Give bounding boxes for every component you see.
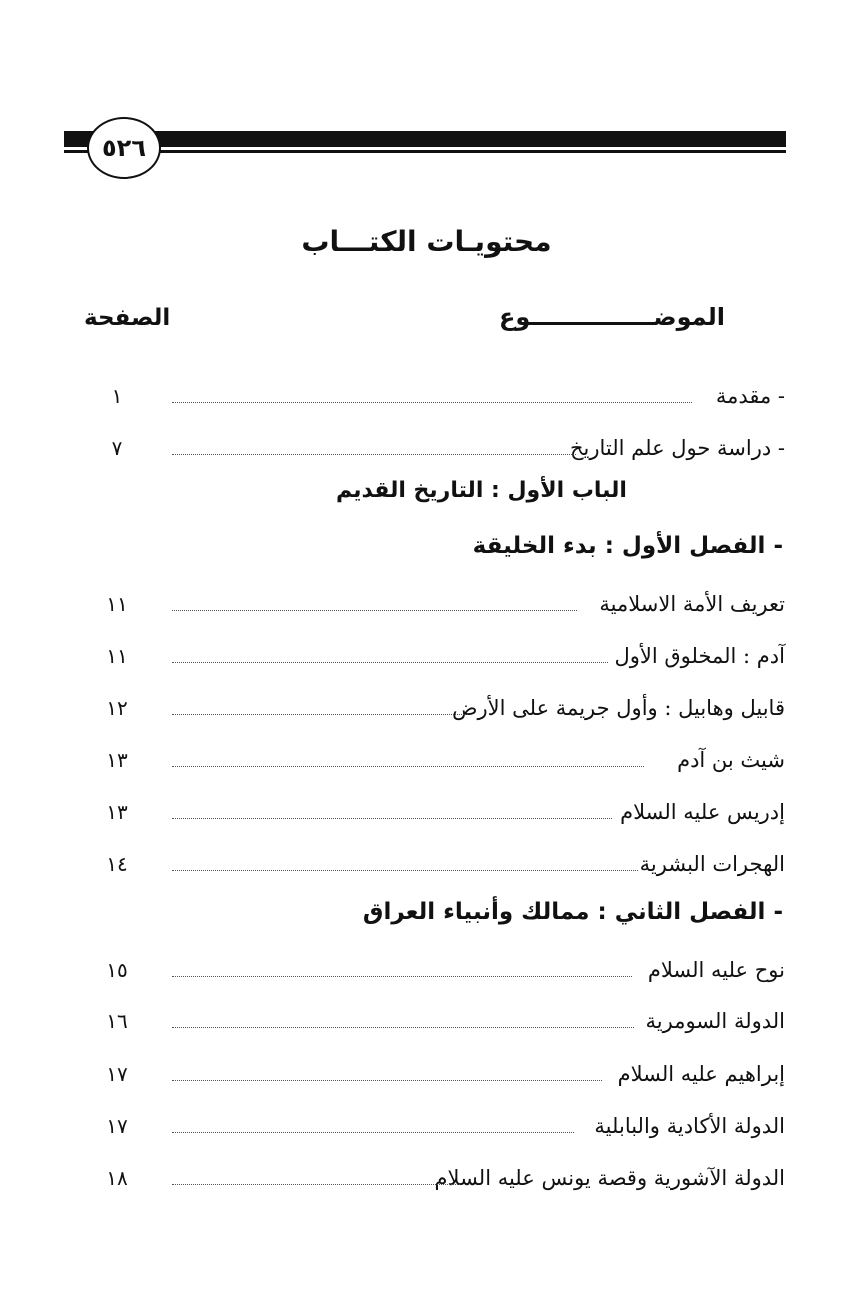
toc-entry [0, 740, 853, 780]
toc-entry [0, 376, 853, 416]
toc-entry [0, 584, 853, 624]
dot-leader [172, 714, 468, 715]
dot-leader [172, 1184, 460, 1185]
dot-leader [172, 766, 644, 767]
toc-entry-label: الدولة السومرية [645, 1009, 785, 1033]
toc-entry [0, 428, 853, 468]
toc-entry-label: شيث بن آدم [677, 748, 785, 772]
header-rule [64, 128, 786, 162]
toc-entry-label: - مقدمة [715, 384, 785, 408]
dot-leader [172, 402, 692, 403]
toc-entry [0, 1001, 853, 1041]
toc-entry-page: ١١ [106, 592, 128, 616]
toc-entry-page: ١٧ [106, 1062, 128, 1086]
toc-entry [0, 636, 853, 676]
toc-entry-page: ١٥ [106, 958, 128, 982]
toc-entry-label: قابيل وهابيل : وأول جريمة على الأرض [452, 696, 785, 720]
toc-entry-page: ١٨ [106, 1166, 128, 1190]
chapter-heading: - الفصل الثاني : ممالك وأنبياء العراق [362, 899, 783, 925]
dot-leader [172, 976, 632, 977]
toc-entry-page: ١٢ [106, 696, 128, 720]
dot-leader [172, 610, 577, 611]
toc-entry-page: ١٣ [106, 800, 128, 824]
toc-entry-label: الدولة الآشورية وقصة يونس عليه السلام [434, 1166, 785, 1190]
toc-entry [0, 1106, 853, 1146]
toc-entry-page: ١١ [106, 644, 128, 668]
chapter-heading: - الفصل الأول : بدء الخليقة [472, 533, 783, 559]
toc-entry-label: نوح عليه السلام [647, 958, 785, 982]
page-column-header: الصفحة [84, 305, 171, 331]
toc-entry-page: ١٣ [106, 748, 128, 772]
toc-entry [0, 688, 853, 728]
toc-entry-label: إدريس عليه السلام [620, 800, 785, 824]
toc-entry-label: إبراهيم عليه السلام [617, 1062, 785, 1086]
toc-entry-page: ١٦ [106, 1009, 128, 1033]
page-number: ٥٢٦ [87, 117, 161, 179]
toc-entry-page: ١٤ [106, 852, 128, 876]
dot-leader [172, 818, 612, 819]
toc-entry [0, 1158, 853, 1198]
dot-leader [172, 1132, 574, 1133]
toc-entry-label: الهجرات البشرية [639, 852, 785, 876]
page-title: محتويـات الكتـــاب [301, 225, 552, 258]
toc-entry [0, 792, 853, 832]
toc-entry-page: ٧ [111, 436, 123, 460]
toc-entry [0, 844, 853, 884]
dot-leader [172, 454, 576, 455]
dot-leader [172, 870, 638, 871]
toc-entry-label: آدم : المخلوق الأول [614, 644, 785, 668]
dot-leader [172, 1080, 602, 1081]
toc-entry [0, 1054, 853, 1094]
toc-entry-label: - دراسة حول علم التاريخ [569, 436, 785, 460]
toc-entry-page: ١٧ [106, 1114, 128, 1138]
toc-entry-page: ١ [111, 384, 123, 408]
toc-entry-label: الدولة الأكادية والبابلية [594, 1114, 785, 1138]
dot-leader [172, 1027, 634, 1028]
part-heading: الباب الأول : التاريخ القديم [336, 478, 627, 503]
toc-entry-label: تعريف الأمة الاسلامية [599, 592, 785, 616]
dot-leader [172, 662, 608, 663]
subject-column-header: الموضـــــــــــــــوع [498, 303, 725, 331]
toc-entry [0, 950, 853, 990]
